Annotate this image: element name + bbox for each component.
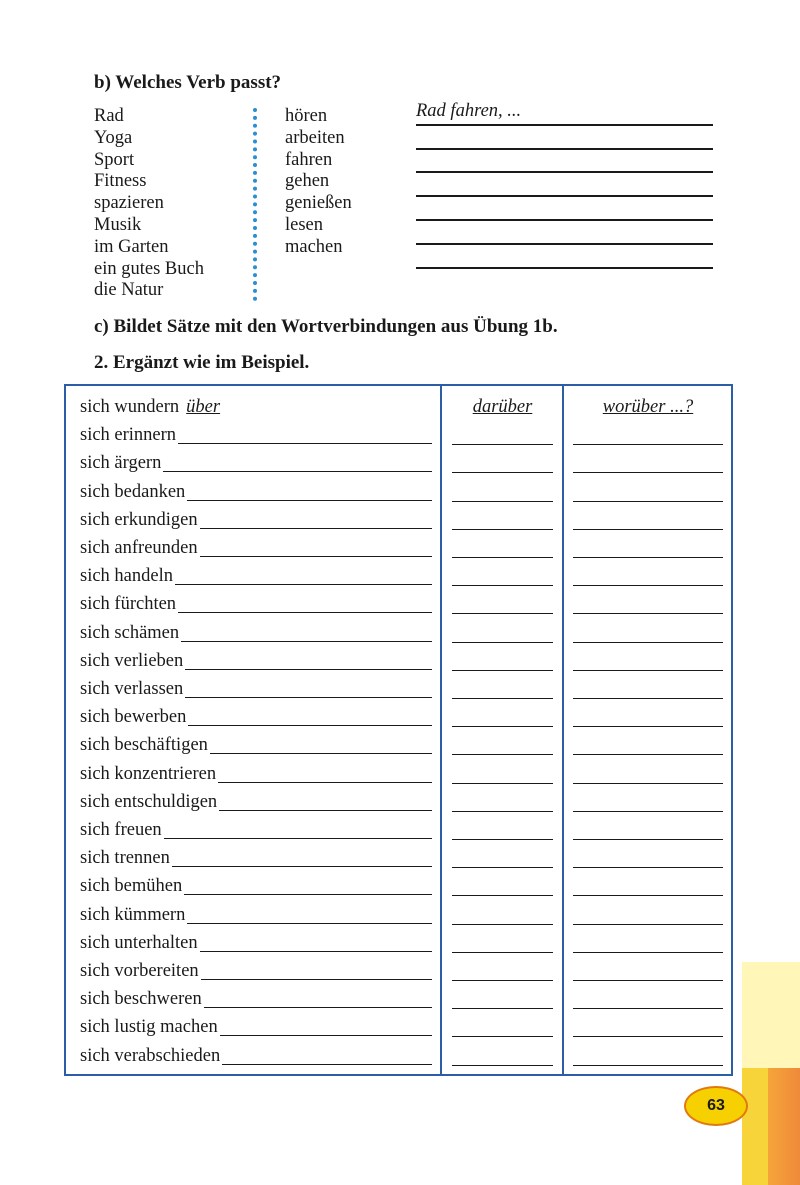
blank-darueber[interactable] [452, 613, 553, 614]
verb-cell[interactable] [80, 533, 432, 559]
table-row [66, 674, 731, 702]
verb-label: sich bedanken [80, 481, 186, 502]
verb-cell[interactable] [80, 1041, 432, 1067]
col3-header: worüber ...? [602, 397, 694, 417]
verb-cell[interactable] [80, 505, 432, 531]
blank-darueber[interactable] [452, 529, 553, 530]
blank-worueber[interactable] [573, 501, 723, 502]
blank-worueber[interactable] [573, 670, 723, 671]
answer-line[interactable] [416, 245, 713, 269]
blank-preposition[interactable] [163, 470, 432, 472]
answer-line[interactable] [416, 173, 713, 197]
blank-preposition[interactable] [175, 583, 432, 585]
verb-cell[interactable] [80, 984, 432, 1010]
page-corner-strip [742, 1068, 768, 1185]
verb-label: sich entschuldigen [80, 791, 218, 812]
verb-cell[interactable] [80, 871, 432, 897]
verb-label: sich kümmern [80, 904, 186, 925]
table-row [66, 843, 731, 871]
blank-preposition[interactable] [172, 865, 432, 867]
example-answer: Rad fahren, ... [416, 100, 522, 121]
blank-preposition[interactable] [164, 837, 432, 839]
blank-worueber[interactable] [573, 1065, 723, 1066]
noun-item: Musik [94, 214, 142, 235]
verb-cell[interactable] [80, 928, 432, 954]
blank-darueber[interactable] [452, 444, 553, 445]
verb-item: fahren [285, 149, 333, 170]
blank-worueber[interactable] [573, 895, 723, 896]
blank-darueber[interactable] [452, 1036, 553, 1037]
blank-darueber[interactable] [452, 980, 553, 981]
table-row [66, 730, 731, 758]
blank-darueber[interactable] [452, 811, 553, 812]
table-row [66, 815, 731, 843]
blank-preposition[interactable] [184, 893, 432, 895]
blank-preposition[interactable] [219, 809, 432, 811]
table-row [66, 702, 731, 730]
noun-list [94, 106, 204, 302]
blank-preposition[interactable] [200, 555, 432, 557]
noun-item: im Garten [94, 236, 169, 257]
verb-cell[interactable] [80, 420, 432, 446]
blank-preposition[interactable] [200, 950, 432, 952]
verb-label: sich konzentrieren [80, 763, 217, 784]
blank-preposition[interactable] [220, 1034, 432, 1036]
noun-item: die Natur [94, 280, 164, 301]
verb-label: sich erkundigen [80, 509, 198, 530]
verb-cell[interactable] [80, 589, 432, 615]
verb-label: sich bewerben [80, 707, 187, 728]
blank-worueber[interactable] [573, 1036, 723, 1037]
exercise-c-title: c) Bildet Sätze mit den Wortverbindungen aus Übung 1b. [94, 316, 558, 337]
answer-line[interactable] [416, 150, 713, 174]
verb-label: sich beschäftigen [80, 735, 208, 756]
verb-label: sich beschweren [80, 989, 202, 1010]
verb-label: sich anfreunden [80, 538, 198, 558]
blank-darueber[interactable] [452, 557, 553, 558]
exercise-b-title: b) Welches Verb passt? [94, 72, 282, 93]
verb-label: sich ärgern [80, 453, 162, 474]
blank-worueber[interactable] [573, 444, 723, 445]
blank-darueber[interactable] [452, 472, 553, 473]
verb-label: sich unterhalten [80, 932, 198, 953]
noun-item: spazieren [94, 193, 164, 214]
table-row [66, 420, 731, 448]
table-row [66, 928, 731, 956]
table-row [66, 561, 731, 589]
blank-worueber[interactable] [573, 472, 723, 473]
table-row [66, 646, 731, 674]
verb-list [285, 106, 352, 259]
blank-preposition[interactable] [204, 1006, 432, 1008]
blank-darueber[interactable] [452, 952, 553, 953]
answer-line[interactable] [416, 102, 713, 126]
blank-preposition[interactable] [200, 527, 432, 529]
table-row [66, 618, 731, 646]
verb-label: sich trennen [80, 848, 170, 869]
noun-item: Yoga [94, 127, 133, 148]
verb-cell[interactable] [80, 618, 432, 644]
exercise-2-title: 2. Ergänzt wie im Beispiel. [94, 352, 310, 373]
verb-cell[interactable] [80, 448, 432, 474]
blank-worueber[interactable] [573, 980, 723, 981]
blank-preposition[interactable] [181, 640, 432, 642]
blank-preposition[interactable] [201, 978, 432, 980]
blank-worueber[interactable] [573, 867, 723, 868]
blank-darueber[interactable] [452, 670, 553, 671]
blank-preposition[interactable] [188, 724, 432, 726]
verb-cell[interactable] [80, 787, 432, 813]
table-row [66, 1012, 731, 1040]
verb-item: machen [285, 236, 343, 257]
blank-preposition[interactable] [187, 922, 432, 924]
verb-label: sich vorbereiten [80, 961, 199, 981]
verb-cell[interactable] [80, 900, 432, 926]
verb-cell[interactable] [80, 674, 432, 700]
blank-darueber[interactable] [452, 867, 553, 868]
blank-worueber[interactable] [573, 924, 723, 925]
blank-darueber[interactable] [452, 783, 553, 784]
table-row [66, 984, 731, 1012]
blank-darueber[interactable] [452, 924, 553, 925]
example-verb-cell [80, 392, 432, 418]
blank-worueber[interactable] [573, 754, 723, 755]
verb-item: lesen [285, 214, 324, 235]
col2-header: darüber [472, 397, 533, 417]
blank-worueber[interactable] [573, 557, 723, 558]
verb-cell[interactable] [80, 702, 432, 728]
verb-cell[interactable] [80, 843, 432, 869]
table-row [66, 956, 731, 984]
verb-label: sich freuen [80, 820, 162, 840]
noun-item: Fitness [94, 171, 147, 192]
answer-lines[interactable] [416, 102, 713, 269]
blank-darueber[interactable] [452, 698, 553, 699]
verb-label: sich bemühen [80, 876, 183, 897]
verb-label: sich fürchten [80, 594, 177, 615]
table-row [66, 759, 731, 787]
blank-darueber[interactable] [452, 839, 553, 840]
blank-worueber[interactable] [573, 839, 723, 840]
answer-line[interactable] [416, 126, 713, 150]
blank-worueber[interactable] [573, 585, 723, 586]
exercise-2-table [64, 384, 733, 1076]
verb-cell[interactable] [80, 730, 432, 756]
blank-preposition[interactable] [210, 752, 432, 754]
verb-item: genießen [285, 193, 352, 214]
blank-darueber[interactable] [452, 895, 553, 896]
verb-cell[interactable] [80, 477, 432, 503]
table-row [66, 787, 731, 815]
noun-item: Sport [94, 149, 135, 170]
table-row [66, 871, 731, 899]
table-row [66, 477, 731, 505]
verb-label: sich verlieben [80, 650, 184, 671]
blank-worueber[interactable] [573, 1008, 723, 1009]
blank-preposition[interactable] [187, 499, 432, 501]
verb-label: sich handeln [80, 566, 173, 587]
answer-line[interactable] [416, 221, 713, 245]
blank-preposition[interactable] [178, 611, 432, 613]
page-corner-orange [768, 1068, 800, 1185]
table-row [66, 1041, 731, 1069]
verb-cell[interactable] [80, 759, 432, 785]
blank-darueber[interactable] [452, 726, 553, 727]
blank-darueber[interactable] [452, 642, 553, 643]
blank-preposition[interactable] [185, 696, 432, 698]
table-row [66, 505, 731, 533]
table-row [66, 900, 731, 928]
table-row [66, 533, 731, 561]
table-row [66, 589, 731, 617]
verb-cell[interactable] [80, 956, 432, 982]
blank-darueber[interactable] [452, 1008, 553, 1009]
verb-label: sich verabschieden [80, 1045, 221, 1066]
verb-item: arbeiten [285, 127, 345, 148]
table-row-header [66, 392, 731, 420]
blank-preposition[interactable] [222, 1063, 432, 1065]
verb-cell[interactable] [80, 1012, 432, 1038]
blank-worueber[interactable] [573, 529, 723, 530]
blank-worueber[interactable] [573, 642, 723, 643]
answer-line[interactable] [416, 197, 713, 221]
blank-worueber[interactable] [573, 698, 723, 699]
noun-item: ein gutes Buch [94, 258, 204, 279]
verb-cell[interactable] [80, 561, 432, 587]
verb-label: sich verlassen [80, 679, 184, 699]
blank-worueber[interactable] [573, 783, 723, 784]
blank-darueber[interactable] [452, 754, 553, 755]
verb-cell[interactable] [80, 646, 432, 672]
page-number-badge: 63 [684, 1086, 748, 1126]
blank-worueber[interactable] [573, 811, 723, 812]
verb-item: hören [285, 106, 328, 126]
verb-cell[interactable] [80, 815, 432, 841]
blank-worueber[interactable] [573, 952, 723, 953]
example-preposition: über [186, 397, 221, 417]
blank-darueber[interactable] [452, 501, 553, 502]
verb-label: sich schämen [80, 622, 180, 643]
blank-preposition[interactable] [185, 668, 432, 670]
verb-item: gehen [285, 171, 330, 192]
blank-worueber[interactable] [573, 726, 723, 727]
dotted-divider [253, 108, 257, 301]
table-row [66, 448, 731, 476]
blank-preposition[interactable] [218, 781, 432, 783]
example-verb: sich wundern [80, 397, 180, 417]
noun-item: Rad [94, 106, 124, 126]
verb-label: sich lustig machen [80, 1017, 218, 1038]
verb-label: sich erinnern [80, 425, 177, 446]
blank-preposition[interactable] [178, 442, 432, 444]
blank-worueber[interactable] [573, 613, 723, 614]
blank-darueber[interactable] [452, 585, 553, 586]
blank-darueber[interactable] [452, 1065, 553, 1066]
